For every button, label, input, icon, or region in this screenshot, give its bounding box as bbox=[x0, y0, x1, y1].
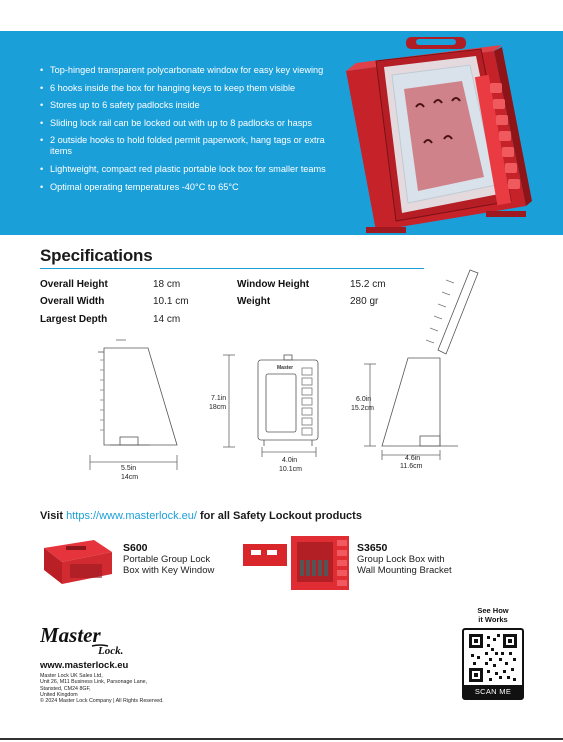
hero-banner bbox=[0, 31, 563, 235]
spec-value: 18 cm bbox=[153, 279, 181, 290]
visit-line bbox=[40, 510, 362, 522]
qr-caption bbox=[462, 606, 524, 624]
spec-label: Window Height bbox=[237, 279, 310, 290]
product-desc-line: Box with Key Window bbox=[123, 565, 215, 576]
qr-caption-line: it Works bbox=[478, 615, 508, 624]
copyright-line: © 2024 Master Lock Company | All Rights Reserved. bbox=[40, 698, 164, 705]
product-desc-line: Wall Mounting Bracket bbox=[357, 565, 452, 576]
front-width-cm: 10.1cm bbox=[279, 466, 302, 473]
drawing-brand-label: Master bbox=[277, 365, 294, 371]
address-line: Unit 26, M11 Business Link, Parsonage Lane, bbox=[40, 679, 148, 686]
spec-value: 280 gr bbox=[350, 296, 379, 307]
master-lock-logo bbox=[40, 624, 150, 658]
product-desc-line: Portable Group Lock bbox=[123, 554, 211, 565]
s600-product-image bbox=[40, 534, 116, 586]
side-dim-cm: 14cm bbox=[121, 474, 139, 481]
s3650-product-image bbox=[243, 530, 351, 590]
logo-lock-text: Lock. bbox=[98, 645, 124, 657]
front-height-in: 7.1in bbox=[211, 395, 227, 402]
lock-box-product-image bbox=[336, 31, 536, 235]
feature-item: • 2 outside hooks to hold folded permit paperwork, hang tags or extra items bbox=[40, 135, 335, 157]
website-link[interactable]: www.masterlock.eu bbox=[40, 660, 129, 671]
qr-code-box[interactable] bbox=[462, 628, 524, 700]
product-s3650[interactable] bbox=[357, 542, 452, 576]
open-window-in: 6.0in bbox=[356, 396, 372, 403]
spec-label: Overall Height bbox=[40, 279, 108, 290]
spec-value: 15.2 cm bbox=[350, 279, 386, 290]
bottom-divider bbox=[0, 738, 563, 740]
front-width-in: 4.0in bbox=[282, 457, 298, 464]
visit-prefix: Visit bbox=[40, 510, 67, 522]
front-height-cm: 18cm bbox=[209, 404, 227, 411]
product-desc-line: Group Lock Box with bbox=[357, 554, 445, 565]
feature-list bbox=[40, 65, 335, 199]
feature-item: • Stores up to 6 safety padlocks inside bbox=[40, 100, 335, 111]
logo-master-text: Master bbox=[40, 624, 101, 647]
address-line: Master Lock UK Sales Ltd, bbox=[40, 673, 103, 679]
qr-code-panel[interactable] bbox=[462, 606, 524, 700]
spec-value: 14 cm bbox=[153, 314, 181, 325]
qr-caption-line: See How bbox=[477, 606, 509, 615]
open-depth-cm: 11.6cm bbox=[400, 463, 423, 470]
product-code: S600 bbox=[123, 542, 148, 554]
specifications-heading: Specifications bbox=[40, 246, 153, 265]
company-address bbox=[40, 673, 240, 704]
feature-item: • Optimal operating temperatures -40°C to 65°C bbox=[40, 182, 335, 193]
masterlock-link[interactable]: https://www.masterlock.eu/ bbox=[66, 510, 197, 522]
feature-item: • Top-hinged transparent polycarbonate window for easy key viewing bbox=[40, 65, 335, 76]
side-dim-in: 5.5in bbox=[121, 465, 137, 472]
spec-value: 10.1 cm bbox=[153, 296, 189, 307]
qr-code-icon bbox=[469, 634, 517, 682]
scan-me-label: SCAN ME bbox=[464, 685, 522, 698]
feature-item: • Sliding lock rail can be locked out with up to 8 padlocks or hasps bbox=[40, 118, 335, 129]
visit-suffix: for all Safety Lockout products bbox=[196, 510, 362, 522]
front-view-drawing bbox=[223, 355, 318, 457]
feature-item: • 6 hooks inside the box for hanging keys to keep them visible bbox=[40, 83, 335, 94]
spec-label: Largest Depth bbox=[40, 314, 108, 325]
feature-item: • Lightweight, compact red plastic portable lock box for smaller teams bbox=[40, 164, 335, 175]
product-code: S3650 bbox=[357, 542, 388, 554]
product-s600[interactable] bbox=[123, 542, 214, 576]
spec-label: Overall Width bbox=[40, 296, 105, 307]
open-window-cm: 15.2cm bbox=[351, 405, 374, 412]
address-line: Stansted, CM24 8GF, bbox=[40, 685, 91, 692]
open-view-drawing bbox=[364, 270, 478, 460]
address-line: United Kingdom bbox=[40, 691, 78, 698]
open-depth-in: 4.6in bbox=[405, 455, 421, 462]
spec-label: Weight bbox=[237, 296, 271, 307]
side-view-drawing bbox=[90, 340, 177, 470]
technical-drawings bbox=[0, 262, 563, 492]
